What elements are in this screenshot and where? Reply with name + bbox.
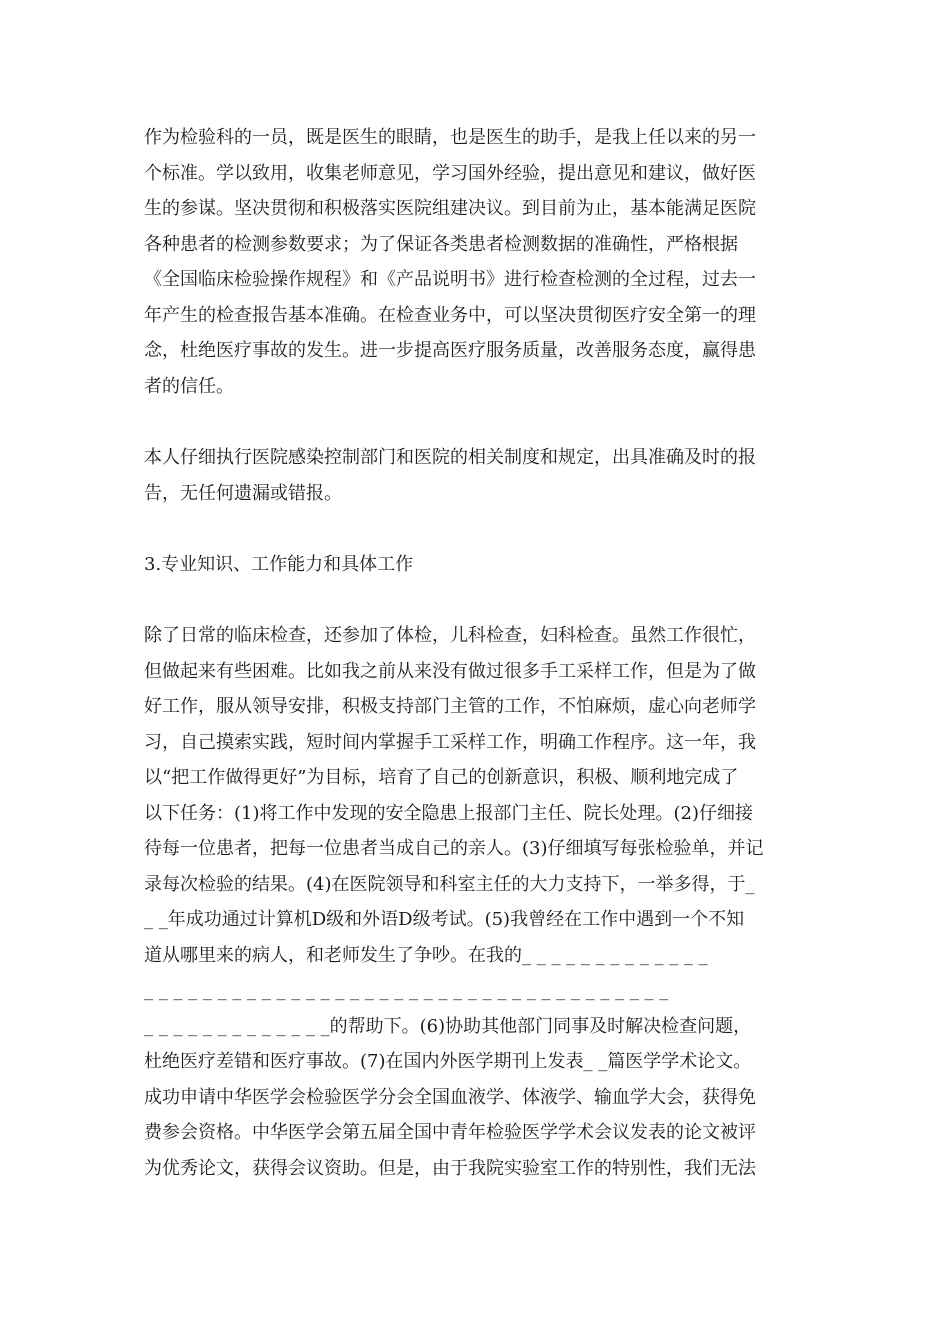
paragraph-3-line-4: 习，自己摸索实践，短时间内掌握手工采样工作，明确工作程序。这一年，我: [144, 732, 756, 753]
paragraph-1-line-5: 《全国临床检验操作规程》和《产品说明书》进行检查检测的全过程，过去一: [144, 269, 756, 290]
paragraph-1-line-8: 者的信任。: [144, 376, 234, 397]
paragraph-2-line-2: 告，无任何遗漏或错报。: [144, 483, 342, 504]
paragraph-2-line-1: 本人仔细执行医院感染控制部门和医院的相关制度和规定，出具准确及时的报: [144, 447, 756, 468]
paragraph-3-line-8: 录每次检验的结果。(4)在医院领导和科室主任的大力支持下，一举多得，于_: [144, 874, 755, 895]
paragraph-3-line-14: 成功申请中华医学会检验医学分会全国血液学、体液学、输血学大会，获得免: [144, 1087, 756, 1108]
paragraph-1-line-1: 作为检验科的一员，既是医生的眼睛，也是医生的助手，是我上任以来的另一: [144, 127, 756, 148]
paragraph-3-line-2: 但做起来有些困难。比如我之前从来没有做过很多手工采样工作，但是为了做: [144, 661, 756, 682]
paragraph-3-line-15: 费参会资格。中华医学会第五届全国中青年检验医学学术会议发表的论文被评: [144, 1122, 756, 1143]
paragraph-3-line-10: 道从哪里来的病人，和老师发生了争吵。在我的_ _ _ _ _ _ _ _ _ _ _ _ _: [144, 945, 708, 966]
paragraph-1-line-2: 个标准。学以致用，收集老师意见，学习国外经验，提出意见和建议，做好医: [144, 163, 756, 184]
paragraph-1-line-3: 生的参谋。坚决贯彻和积极落实医院组建决议。到目前为止，基本能满足医院: [144, 198, 756, 219]
paragraph-3-line-9: _ _年成功通过计算机D级和外语D级考试。(5)我曾经在工作中遇到一个不知: [144, 909, 745, 930]
paragraph-3-line-7: 待每一位患者，把每一位患者当成自己的亲人。(3)仔细填写每张检验单，并记: [144, 838, 764, 859]
paragraph-3-line-13: 杜绝医疗差错和医疗事故。(7)在国内外医学期刊上发表_ _篇医学学术论文。: [144, 1051, 752, 1072]
paragraph-3-line-6: 以下任务：(1)将工作中发现的安全隐患上报部门主任、院长处理。(2)仔细接: [144, 803, 753, 824]
paragraph-1-line-6: 年产生的检查报告基本准确。在检查业务中，可以坚决贯彻医疗安全第一的理: [144, 305, 756, 326]
paragraph-3-line-1: 除了日常的临床检查，还参加了体检，儿科检查，妇科检查。虽然工作很忙，: [144, 625, 756, 646]
paragraph-1-line-4: 各种患者的检测参数要求；为了保证各类患者检测数据的准确性，严格根据: [144, 234, 738, 255]
paragraph-3-line-12: _ _ _ _ _ _ _ _ _ _ _ _ _的帮助下。(6)协助其他部门同事及时解决检查问题，: [144, 1016, 752, 1037]
paragraph-3-line-11: _ _ _ _ _ _ _ _ _ _ _ _ _ _ _ _ _ _ _ _ _ _ _ _ _ _ _ _ _ _ _ _ _ _ _ _: [144, 980, 669, 1001]
paragraph-1-line-7: 念，杜绝医疗事故的发生。进一步提高医疗服务质量，改善服务态度，赢得患: [144, 340, 756, 361]
paragraph-3-line-3: 好工作，服从领导安排，积极支持部门主管的工作，不怕麻烦，虚心向老师学: [144, 696, 756, 717]
paragraph-3-line-16: 为优秀论文，获得会议资助。但是，由于我院实验室工作的特别性，我们无法: [144, 1158, 756, 1179]
paragraph-3-line-5: 以“把工作做得更好”为目标，培育了自己的创新意识，积极、顺利地完成了: [144, 767, 739, 788]
section-heading: 3.专业知识、工作能力和具体工作: [144, 554, 414, 575]
